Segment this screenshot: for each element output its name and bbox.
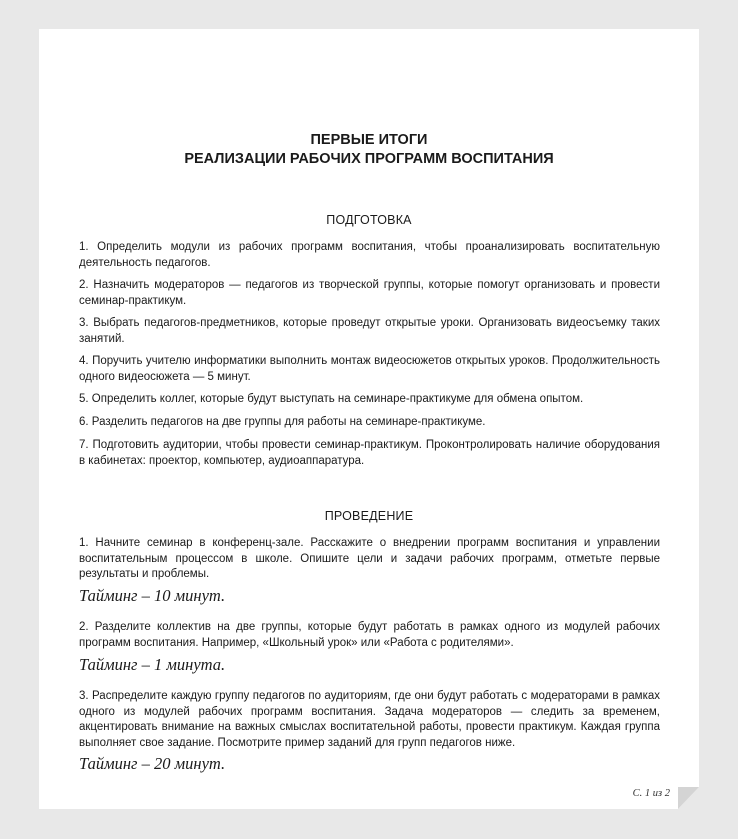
preparation-item-6: 6. Разделить педагогов на две группы для работы на семинаре-практикуме.: [79, 416, 486, 428]
conduct-item-2: 2. Разделите коллектив на две группы, которые будут работать в рамках одного из модулей рабочих программ воспитания. Например, «Школьный урок» или «Работа с родителями».: [79, 621, 660, 649]
timing-3: Тайминг – 20 минут.: [79, 754, 226, 773]
preparation-item-5: 5. Определить коллег, которые будут выступать на семинаре-практикуме для обмена опытом.: [79, 393, 584, 405]
document-title-line-1: ПЕРВЫЕ ИТОГИ: [310, 132, 428, 148]
section-heading-conduct: ПРОВЕДЕНИЕ: [324, 509, 414, 523]
preparation-item-2: 2. Назначить модераторов — педагогов из творческой группы, которые помогут организовать и провести семинар-практикум.: [79, 279, 660, 307]
timing-1: Тайминг – 10 минут.: [79, 586, 226, 605]
preparation-item-7: 7. Подготовить аудитории, чтобы провести семинар-практикум. Проконтролировать наличие оборудования в кабинетах: проектор, компьютер, аудиоаппаратура.: [79, 439, 660, 467]
preparation-item-4: 4. Поручить учителю информатики выполнить монтаж видеосюжетов открытых уроков. Продолжительность одного видеосюжета — 5 минут.: [79, 355, 660, 383]
page-number: С. 1 из 2: [632, 788, 670, 799]
page-corner-fold: [678, 787, 699, 809]
timing-2: Тайминг – 1 минута.: [79, 655, 226, 674]
conduct-item-1: 1. Начните семинар в конференц-зале. Расскажите о внедрении программ воспитания и управлении воспитательным процессом в школе. Опишите цели и задачи рабочих программ, отметьте первые результаты и проблемы.: [79, 537, 660, 580]
conduct-item-3: 3. Распределите каждую группу педагогов по аудиториям, где они будут работать с модераторами в рамках одного из модулей рабочих программ воспитания. Задача модераторов — следить за временем, акцентировать внимание на важных смыслах воспитательной работы, провести практикум. Каждая группа выполняет свое задание. Посмотрите пример заданий для групп педагогов ниже.: [79, 690, 660, 749]
document-title-line-2: РЕАЛИЗАЦИИ РАБОЧИХ ПРОГРАММ ВОСПИТАНИЯ: [184, 151, 554, 167]
preparation-item-1: 1. Определить модули из рабочих программ воспитания, чтобы проанализировать воспитательную деятельность педагогов.: [79, 241, 660, 269]
section-heading-preparation: ПОДГОТОВКА: [326, 213, 412, 227]
preparation-item-3: 3. Выбрать педагогов-предметников, которые проведут открытые уроки. Организовать видеосъемку таких занятий.: [79, 317, 660, 345]
